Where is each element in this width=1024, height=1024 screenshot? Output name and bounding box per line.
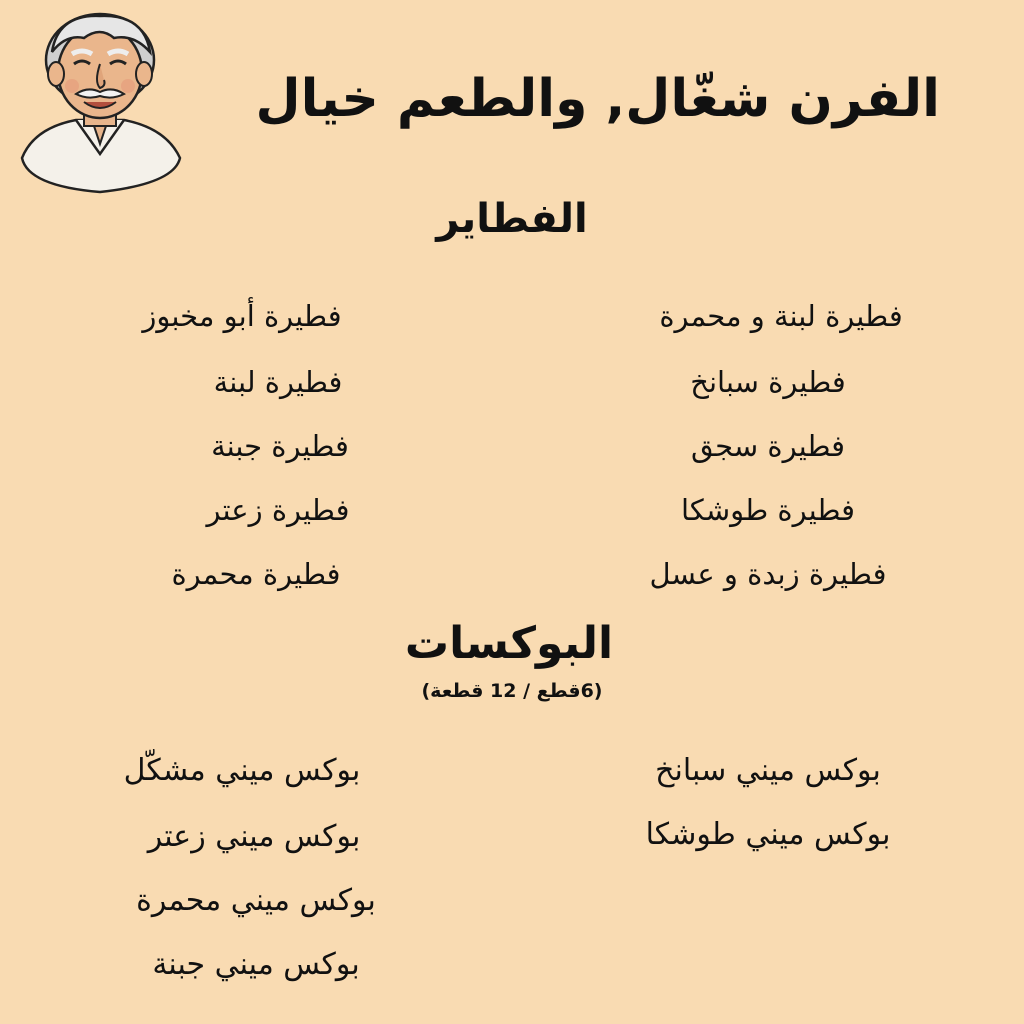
box-item: بوكس ميني زعتر — [147, 819, 361, 854]
box-item: بوكس ميني سبانخ — [655, 753, 881, 788]
pastry-item: فطيرة زبدة و عسل — [649, 557, 887, 591]
page-title: الفرن شغّال, والطعم خيال — [255, 69, 940, 129]
pastry-item: فطيرة زعتر — [206, 493, 350, 527]
pastry-item: فطيرة سجق — [690, 429, 846, 463]
pastry-item: فطيرة محمرة — [171, 557, 341, 591]
grandpa-avatar-icon — [14, 8, 186, 196]
boxes-subtitle: (6قطع / 12 قطعة) — [421, 680, 603, 702]
boxes-heading: البوكسات — [404, 618, 614, 669]
box-item: بوكس ميني طوشكا — [645, 817, 891, 852]
pastry-item: فطيرة لبنة و محمرة — [659, 299, 903, 333]
box-item: بوكس ميني مشكّل — [123, 753, 361, 788]
pastry-item: فطيرة سبانخ — [690, 365, 846, 399]
box-item: بوكس ميني محمرة — [136, 883, 376, 918]
pastry-item: فطيرة أبو مخبوز — [142, 299, 342, 333]
pastry-item: فطيرة لبنة — [213, 365, 343, 399]
pastry-item: فطيرة جبنة — [211, 429, 349, 463]
pastry-item: فطيرة طوشكا — [680, 493, 856, 527]
box-item: بوكس ميني جبنة — [152, 947, 360, 982]
pastries-heading: الفطاير — [436, 196, 588, 242]
